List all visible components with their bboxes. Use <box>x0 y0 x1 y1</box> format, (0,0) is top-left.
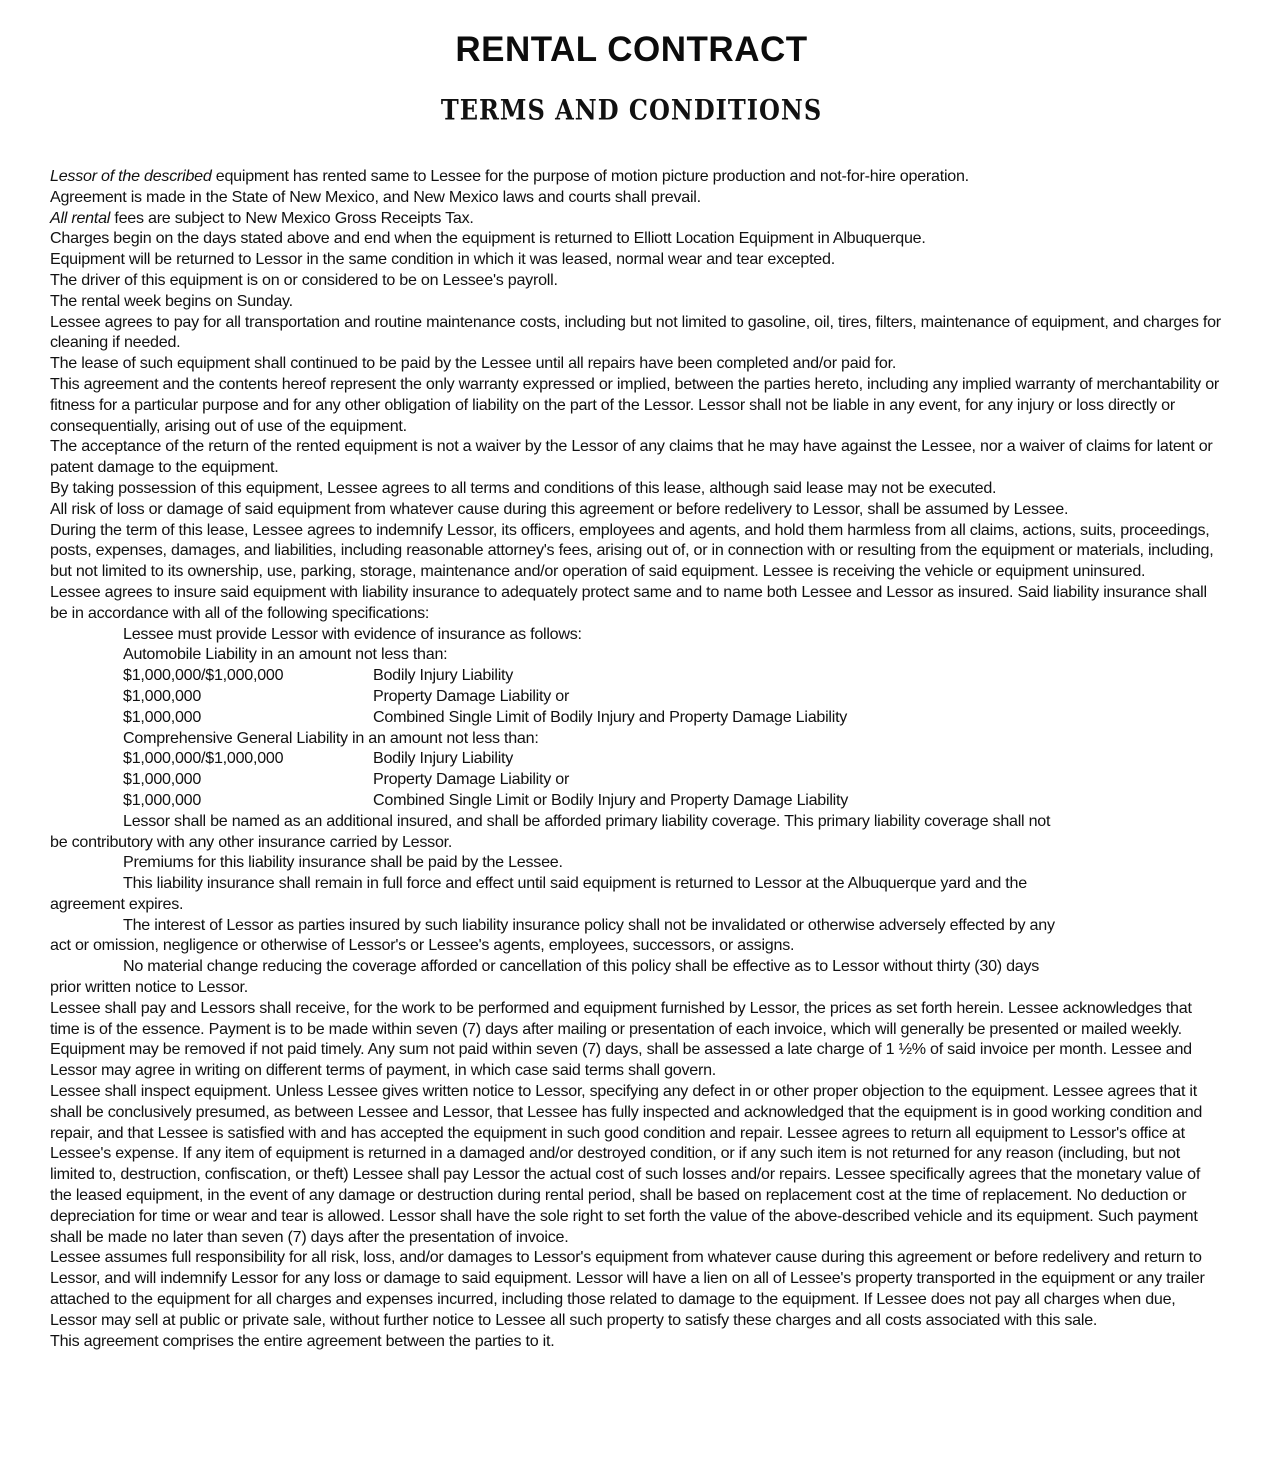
clause-purpose <box>50 166 1222 187</box>
clause-charges: Charges begin on the days stated above and end when the equipment is returned to Elliott Location Equipment in Albuquerque. <box>50 229 926 248</box>
auto-liability-row <box>50 707 1222 728</box>
amount: $1,000,000/$1,000,000 <box>123 666 284 685</box>
coverage: Bodily Injury Liability <box>373 749 514 768</box>
clause-additional-insured-cont: be contributory with any other insurance carried by Lessor. <box>50 832 453 851</box>
clause-waiver: The acceptance of the return of the rented equipment is not a waiver by the Lessor of any claims that he may have against the Lessee, nor a waiver of claims for latent or patent damage to the equipment. <box>50 437 1213 477</box>
coverage: Combined Single Limit or Bodily Injury and Property Damage Liability <box>373 790 848 809</box>
coverage: Property Damage Liability or <box>373 770 570 789</box>
amount: $1,000,000 <box>123 686 202 705</box>
auto-liability-heading: Automobile Liability in an amount not less than: <box>123 645 448 664</box>
amount: $1,000,000/$1,000,000 <box>123 749 284 768</box>
clause-insure: Lessee agrees to insure said equipment with liability insurance to adequately protect same and to name both Lessee and Lessor as insured. Said liability insurance shall be in accordance with all of the following specifications: <box>50 582 1207 622</box>
clause-full-force-cont: agreement expires. <box>50 894 184 913</box>
clause-full-force: This liability insurance shall remain in full force and effect until said equipment is returned to Lessor at the Albuquerque yard and the <box>123 874 1027 893</box>
clause-purpose-italic: Lessor of the described <box>50 167 212 185</box>
clause-interest: The interest of Lessor as parties insured by such liability insurance policy shall not be invalidated or otherwise adversely effected by any <box>123 915 1055 934</box>
insurance-evidence: Lessee must provide Lessor with evidence of insurance as follows: <box>123 624 582 643</box>
coverage: Property Damage Liability or <box>373 686 570 705</box>
clause-risk: All risk of loss or damage of said equipment from whatever cause during this agreement or before redelivery to Lessor, shall be assumed by Lessee. <box>50 499 1069 518</box>
clause-rental-week: The rental week begins on Sunday. <box>50 291 293 310</box>
general-liability-heading: Comprehensive General Liability in an amount not less than: <box>123 728 539 747</box>
general-liability-row <box>50 790 1222 811</box>
contract-body <box>50 166 1222 1351</box>
clause-purpose-text: equipment has rented same to Lessee for the purpose of motion picture production and not-for-hire operation. <box>211 167 969 185</box>
amount: $1,000,000 <box>123 790 202 809</box>
clause-possession: By taking possession of this equipment, Lessee agrees to all terms and conditions of this lease, although said lease may not be executed. <box>50 478 997 497</box>
general-liability-row <box>50 769 1222 790</box>
clause-maintenance: Lessee agrees to pay for all transportation and routine maintenance costs, including but not limited to gasoline, oil, tires, filters, maintenance of equipment, and charges for cleaning if needed. <box>50 312 1221 352</box>
page-title: RENTAL CONTRACT <box>455 30 808 69</box>
clause-no-change-cont: prior written notice to Lessor. <box>50 978 248 997</box>
clause-warranty: This agreement and the contents hereof represent the only warranty expressed or implied, between the parties hereto, including any implied warranty of merchantability or fitness for a particular purpose and for any other obligation of liability on the part of the Lessor. Lessor shall not be liable in any event, for any injury or loss directly or consequentially, arising out of use of the equipment. <box>50 374 1220 435</box>
page-subtitle: TERMS AND CONDITIONS <box>440 92 823 127</box>
clause-premiums: Premiums for this liability insurance shall be paid by the Lessee. <box>123 853 563 872</box>
clause-responsibility: Lessee assumes full responsibility for all risk, loss, and/or damages to Lessor's equipment from whatever cause during this agreement or before redelivery and return to Lessor, and will indemnify Lessor for any loss or damage to said equipment. Lessor will have a lien on all of Lessee's property transported in the equipment or any trailer attached to the equipment for all charges and expenses incurred, including those related to damage to the equipment. If Lessee does not pay all charges when due, Lessor may sell at public or private sale, without further notice to Lessee all such property to satisfy these charges and all costs associated with this sale. <box>50 1248 1205 1329</box>
general-liability-row <box>50 748 1222 769</box>
clause-tax-text: fees are subject to New Mexico Gross Receipts Tax. <box>110 208 474 227</box>
clause-entire-agreement: This agreement comprises the entire agreement between the parties to it. <box>50 1331 555 1350</box>
clause-payment: Lessee shall pay and Lessors shall receive, for the work to be performed and equipment furnished by Lessor, the prices as set forth herein. Lessee acknowledges that time is of the essence. Payment is to be made within seven (7) days after mailing or presentation of each invoice, which will generally be presented or mailed weekly. Equipment may be removed if not paid timely. Any sum not paid within seven (7) days, shall be assessed a late charge of 1 ½% of said invoice per month. Lessee and Lessor may agree in writing on different terms of payment, in which case said terms shall govern. <box>50 998 1192 1080</box>
clause-repairs: The lease of such equipment shall continued to be paid by the Lessee until all repairs have been completed and/or paid for. <box>50 354 897 373</box>
clause-indemnify: During the term of this lease, Lessee agrees to indemnify Lessor, its officers, employees and agents, and hold them harmless from all claims, actions, suits, proceedings, posts, expenses, damages, and liabilities, including reasonable attorney's fees, arising out of, or in connection with or resulting from the equipment or materials, including, but not limited to its ownership, use, parking, storage, maintenance and/or operation of said equipment. Lessee is receiving the vehicle or equipment uninsured. <box>50 520 1214 581</box>
coverage: Combined Single Limit of Bodily Injury and Property Damage Liability <box>373 707 848 726</box>
amount: $1,000,000 <box>123 770 202 789</box>
clause-inspect: Lessee shall inspect equipment. Unless Lessee gives written notice to Lessor, specifying any defect in or other proper objection to the equipment. Lessee agrees that it shall be conclusively presumed, as between Lessee and Lessor, that Lessee has fully inspected and acknowledged that the equipment is in good working condition and repair, and that Lessee is satisfied with and has accepted the equipment in such good condition and repair. Lessee agrees to return all equipment to Lessor's office at Lessee's expense. If any item of equipment is returned in a damaged and/or destroyed condition, or if any such item is not returned for any reason (including, but not limited to, destruction, confiscation, or theft) Lessee shall pay Lessor the actual cost of such losses and/or repairs. Lessee specifically agrees that the monetary value of the leased equipment, in the event of any damage or destruction during rental period, shall be based on replacement cost at the time of replacement. No deduction or depreciation for time or wear and tear is allowed. Lessor shall have the sole right to set forth the value of the above-described vehicle and its equipment. Such payment shall be made no later than seven (7) days after the presentation of invoice. <box>50 1082 1203 1246</box>
auto-liability-row <box>50 665 1222 686</box>
amount: $1,000,000 <box>123 707 202 726</box>
clause-interest-cont: act or omission, negligence or otherwise of Lessor's or Lessee's agents, employees, successors, or assigns. <box>50 936 795 955</box>
clause-additional-insured: Lessor shall be named as an additional insured, and shall be afforded primary liability coverage. This primary liability coverage shall not <box>123 811 1051 830</box>
auto-liability-row <box>50 686 1222 707</box>
clause-jurisdiction: Agreement is made in the State of New Mexico, and New Mexico laws and courts shall prevail. <box>50 187 701 206</box>
clause-driver: The driver of this equipment is on or considered to be on Lessee's payroll. <box>50 270 558 289</box>
clause-tax <box>50 208 1222 229</box>
coverage: Bodily Injury Liability <box>373 666 514 685</box>
clause-tax-italic: All rental <box>50 208 111 227</box>
clause-no-change: No material change reducing the coverage afforded or cancellation of this policy shall be effective as to Lessor without thirty (30) days <box>123 957 1040 976</box>
clause-return-condition: Equipment will be returned to Lessor in the same condition in which it was leased, normal wear and tear excepted. <box>50 250 835 269</box>
